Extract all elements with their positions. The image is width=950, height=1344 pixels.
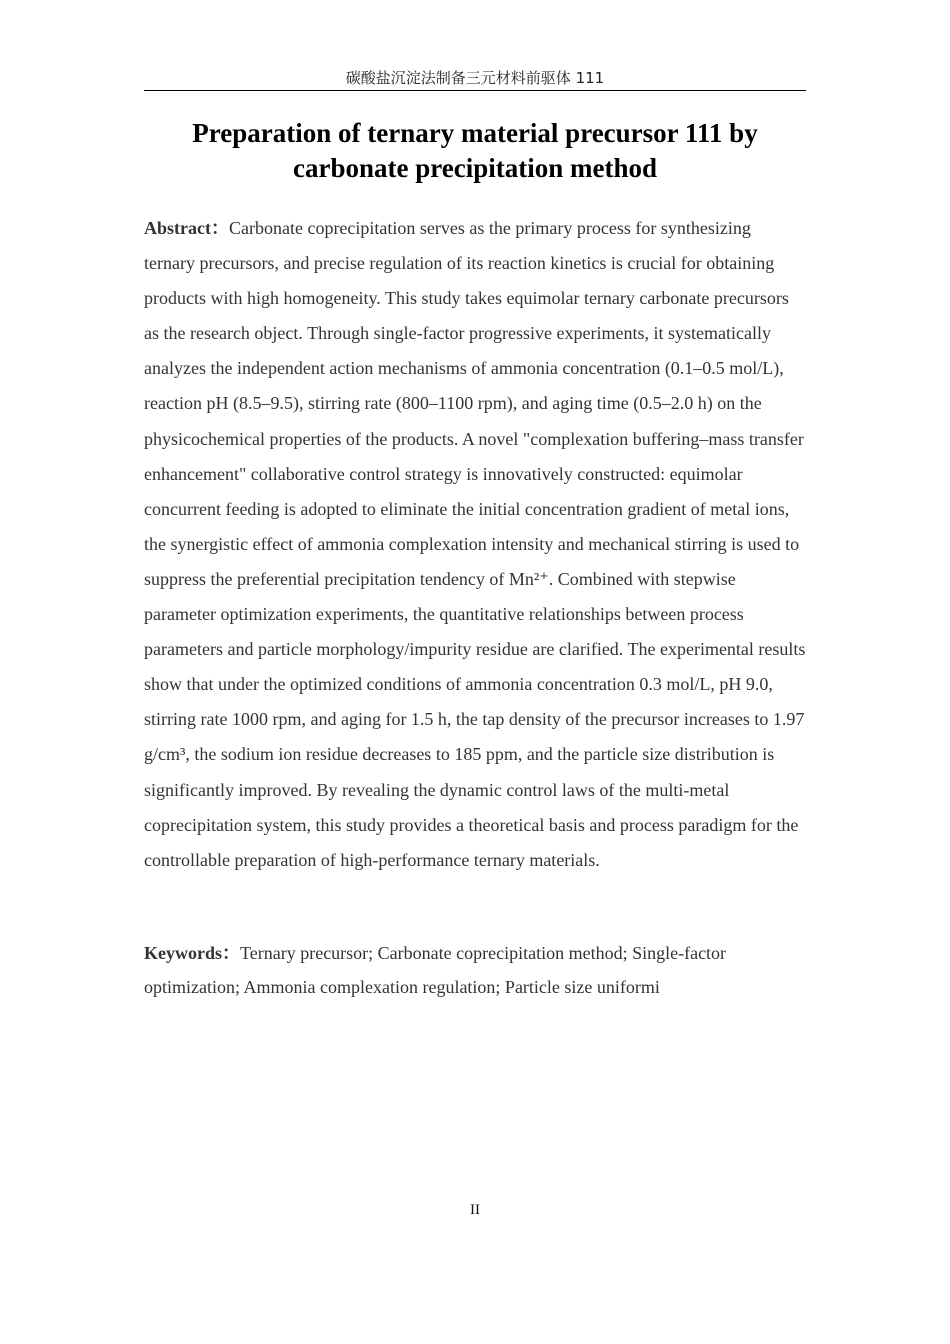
header-rule — [144, 90, 806, 91]
keywords-label: Keywords： — [144, 943, 240, 963]
abstract-paragraph — [144, 211, 806, 878]
running-header: 碳酸盐沉淀法制备三元材料前驱体 111 — [345, 69, 605, 87]
paper-title: Preparation of ternary material precursor 111 by carbonate precipitation method — [192, 118, 758, 183]
abstract-label: Abstract： — [144, 218, 229, 238]
keywords-paragraph — [144, 936, 806, 1004]
page-number: II — [470, 1202, 480, 1218]
keywords-text: Ternary precursor; Carbonate coprecipitation method; Single-factor optimization; Ammonia complexation regulation; Particle size uniformi — [144, 943, 727, 997]
abstract-text: Carbonate coprecipitation serves as the primary process for synthesizing ternary precursors, and precise regulation of its reaction kinetics is crucial for obtaining products with high homogeneity. This study takes equimolar ternary carbonate precursors as the research object. Through single-factor progressive experiments, it systematically analyzes the independent action mechanisms of ammonia concentration (0.1–0.5 mol/L), reaction pH (8.5–9.5), stirring rate (800–1100 rpm), and aging time (0.5–2.0 h) on the physicochemical properties of the products. A novel "complexation buffering–mass transfer enhancement" collaborative control strategy is innovatively constructed: equimolar concurrent feeding is adopted to eliminate the initial concentration gradient of metal ions, the synergistic effect of ammonia complexation intensity and mechanical stirring is used to suppress the preferential precipitation tendency of Mn²⁺. Combined with stepwise parameter optimization experiments, the quantitative relationships between process parameters and particle morphology/impurity residue are clarified. The experimental results show that under the optimized conditions of ammonia concentration 0.3 mol/L, pH 9.0, stirring rate 1000 rpm, and aging for 1.5 h, the tap density of the precursor increases to 1.97 g/cm³, the sodium ion residue decreases to 185 ppm, and the particle size distribution is significantly improved. By revealing the dynamic control laws of the multi-metal coprecipitation system, this study provides a theoretical basis and process paradigm for the controllable preparation of high-performance ternary materials. — [144, 218, 806, 870]
